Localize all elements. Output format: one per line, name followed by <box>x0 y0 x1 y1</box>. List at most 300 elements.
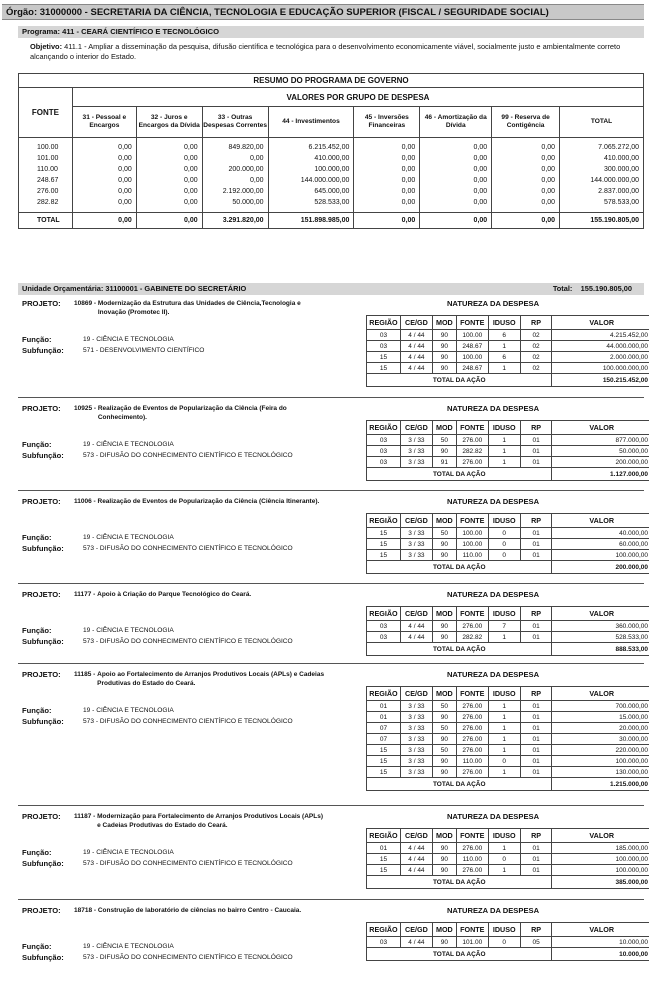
natureza-cell: 90 <box>432 330 456 341</box>
natureza-col-header: MOD <box>432 316 456 330</box>
projeto-label: PROJETO: <box>22 497 61 506</box>
natureza-col-header: FONTE <box>456 421 488 435</box>
natureza-cell: 03 <box>367 330 401 341</box>
unidade-total <box>553 283 632 295</box>
projeto-desc: Apoio ao Fortalecimento de Arranjos Produtivos Locais (APLs) e Cadeias Produtivas do Estado do Ceará. <box>97 671 325 687</box>
natureza-row <box>367 734 649 745</box>
value-cell: 0,00 <box>72 197 136 208</box>
value-cell: 0,00 <box>136 153 202 164</box>
natureza-cell: 7 <box>488 621 520 632</box>
value-cell: 0,00 <box>492 142 560 153</box>
total-cell: 151.898.985,00 <box>268 213 354 229</box>
natureza-cell: 03 <box>367 457 401 468</box>
natureza-col-header: MOD <box>432 923 456 937</box>
valor-cell: 10.000,00 <box>552 937 649 948</box>
fonte-cell: 110.00 <box>19 164 73 175</box>
value-cell: 6.215.452,00 <box>268 142 354 153</box>
natureza-cell: 3 / 33 <box>400 756 432 767</box>
total-acao-value: 10.000,00 <box>552 948 649 961</box>
natureza-cell: 3 / 33 <box>400 745 432 756</box>
natureza-cell: 0 <box>488 756 520 767</box>
natureza-col-header: MOD <box>432 607 456 621</box>
value-cell: 0,00 <box>354 175 420 186</box>
natureza-cell: 6 <box>488 352 520 363</box>
total-acao-value: 888.533,00 <box>552 643 649 656</box>
natureza-row <box>367 854 649 865</box>
natureza-cell: 15 <box>367 767 401 778</box>
projeto-label: PROJETO: <box>22 404 61 413</box>
natureza-cell: 4 / 44 <box>400 865 432 876</box>
natureza-cell: 15 <box>367 550 401 561</box>
value-cell: 0,00 <box>420 186 492 197</box>
valor-cell: 40.000,00 <box>552 528 649 539</box>
natureza-cell: 03 <box>367 446 401 457</box>
natureza-col-header: FONTE <box>456 923 488 937</box>
value-cell: 578.533,00 <box>560 197 644 208</box>
natureza-cell: 90 <box>432 632 456 643</box>
total-acao-row <box>367 778 649 791</box>
natureza-col-header: FONTE <box>456 829 488 843</box>
projeto-title: 10869 - Modernização da Estrutura das Unidades de Ciência,Tecnologia e Inovação (Promotec II). <box>74 299 354 317</box>
natureza-cell: 90 <box>432 937 456 948</box>
natureza-col-header: RP <box>520 923 552 937</box>
value-cell: 849.820,00 <box>202 142 268 153</box>
natureza-row <box>367 341 649 352</box>
col-header: 44 - Investimentos <box>268 107 354 138</box>
natureza-cell: 0 <box>488 539 520 550</box>
natureza-col-header: VALOR <box>552 316 649 330</box>
natureza-cell: 1 <box>488 446 520 457</box>
natureza-row <box>367 621 649 632</box>
natureza-cell: 276.00 <box>456 745 488 756</box>
natureza-cell: 4 / 44 <box>400 363 432 374</box>
natureza-row <box>367 550 649 561</box>
natureza-row <box>367 363 649 374</box>
natureza-col-header: RP <box>520 829 552 843</box>
value-cell: 200.000,00 <box>202 164 268 175</box>
valor-cell: 60.000,00 <box>552 539 649 550</box>
valor-cell: 100.000,00 <box>552 756 649 767</box>
natureza-row <box>367 330 649 341</box>
fonte-cell: 248.67 <box>19 175 73 186</box>
natureza-cell: 4 / 44 <box>400 621 432 632</box>
natureza-col-header: RP <box>520 316 552 330</box>
value-cell: 0,00 <box>420 164 492 175</box>
funcao-label: Função: <box>22 533 52 542</box>
natureza-cell: 01 <box>520 745 552 756</box>
natureza-cell: 15 <box>367 539 401 550</box>
natureza-cell: 01 <box>520 865 552 876</box>
objetivo-text: 411.1 - Ampliar a disseminação da pesquisa, difusão científica e tecnológica para o desenvolvimento economicamente viável, socialmente justo e ambientalmente correto alcançando o interior do Estado. <box>30 42 621 61</box>
natureza-cell: 50 <box>432 723 456 734</box>
funcao-label: Função: <box>22 942 52 951</box>
natureza-cell: 100.00 <box>456 352 488 363</box>
subfuncao-value: 573 - DIFUSÃO DO CONHECIMENTO CIENTÍFICO E TECNOLÓGICO <box>83 954 293 961</box>
value-cell: 0,00 <box>72 186 136 197</box>
natureza-cell: 3 / 33 <box>400 539 432 550</box>
natureza-cell: 01 <box>520 621 552 632</box>
value-cell: 0,00 <box>354 197 420 208</box>
natureza-col-header: VALOR <box>552 421 649 435</box>
resumo-body <box>19 138 644 229</box>
natureza-col-header: RP <box>520 607 552 621</box>
projeto-desc: Modernização para Fortalecimento de Arranjos Produtivos Locais (APLs) e Cadeias Produtivas do Estado do Ceará. <box>97 813 324 829</box>
natureza-cell: 02 <box>520 330 552 341</box>
natureza-cell: 3 / 33 <box>400 723 432 734</box>
natureza-cell: 3 / 33 <box>400 435 432 446</box>
natureza-cell: 01 <box>520 756 552 767</box>
natureza-cell: 3 / 33 <box>400 767 432 778</box>
natureza-cell: 4 / 44 <box>400 352 432 363</box>
natureza-row <box>367 435 649 446</box>
natureza-cell: 03 <box>367 341 401 352</box>
natureza-col-header: VALOR <box>552 687 649 701</box>
value-cell: 0,00 <box>136 175 202 186</box>
natureza-row <box>367 701 649 712</box>
natureza-cell: 03 <box>367 632 401 643</box>
natureza-cell: 4 / 44 <box>400 341 432 352</box>
valor-cell: 700.000,00 <box>552 701 649 712</box>
section-divider <box>18 663 644 664</box>
natureza-cell: 1 <box>488 341 520 352</box>
value-cell: 100.000,00 <box>268 164 354 175</box>
value-cell: 0,00 <box>354 186 420 197</box>
natureza-cell: 110.00 <box>456 854 488 865</box>
natureza-cell: 90 <box>432 363 456 374</box>
projeto-code: 10925 <box>74 405 93 412</box>
projeto-block <box>18 812 648 886</box>
value-cell: 0,00 <box>492 186 560 197</box>
projeto-block <box>18 404 648 478</box>
natureza-cell: 276.00 <box>456 734 488 745</box>
total-acao-row <box>367 374 649 387</box>
natureza-col-header: REGIÃO <box>367 421 401 435</box>
natureza-col-header: FONTE <box>456 514 488 528</box>
natureza-cell: 4 / 44 <box>400 330 432 341</box>
natureza-col-header: CE/GD <box>400 607 432 621</box>
natureza-cell: 3 / 33 <box>400 701 432 712</box>
total-cell: 155.190.805,00 <box>560 213 644 229</box>
natureza-row <box>367 937 649 948</box>
total-acao-row <box>367 948 649 961</box>
natureza-cell: 110.00 <box>456 756 488 767</box>
natureza-row <box>367 528 649 539</box>
col-header: 46 - Amortização da Dívida <box>420 107 492 138</box>
natureza-cell: 276.00 <box>456 621 488 632</box>
value-cell: 0,00 <box>72 153 136 164</box>
natureza-cell: 0 <box>488 550 520 561</box>
resumo-row <box>19 175 644 186</box>
natureza-col-header: IDUSO <box>488 607 520 621</box>
resumo-row <box>19 153 644 164</box>
natureza-cell: 01 <box>367 843 401 854</box>
natureza-col-header: MOD <box>432 514 456 528</box>
natureza-table <box>366 922 649 961</box>
natureza-col-header: FONTE <box>456 687 488 701</box>
value-cell: 0,00 <box>136 142 202 153</box>
natureza-cell: 01 <box>520 457 552 468</box>
natureza-cell: 0 <box>488 528 520 539</box>
value-cell: 0,00 <box>72 164 136 175</box>
natureza-cell: 3 / 33 <box>400 550 432 561</box>
natureza-row <box>367 446 649 457</box>
natureza-cell: 01 <box>520 435 552 446</box>
value-cell: 0,00 <box>492 197 560 208</box>
unidade-total-label: Total: <box>552 284 573 293</box>
subfuncao-label: Subfunção: <box>22 859 64 868</box>
section-divider <box>18 583 644 584</box>
natureza-cell: 3 / 33 <box>400 712 432 723</box>
value-cell: 0,00 <box>354 164 420 175</box>
total-acao-value: 1.215.000,00 <box>552 778 649 791</box>
valor-cell: 50.000,00 <box>552 446 649 457</box>
subfuncao-label: Subfunção: <box>22 451 64 460</box>
natureza-cell: 282.82 <box>456 446 488 457</box>
natureza-col-header: RP <box>520 514 552 528</box>
projeto-code: 11006 <box>74 498 92 505</box>
natureza-cell: 03 <box>367 435 401 446</box>
natureza-cell: 1 <box>488 712 520 723</box>
natureza-table <box>366 686 649 791</box>
natureza-cell: 90 <box>432 756 456 767</box>
natureza-col-header: MOD <box>432 421 456 435</box>
total-acao-row <box>367 468 649 481</box>
valor-cell: 360.000,00 <box>552 621 649 632</box>
projeto-label: PROJETO: <box>22 670 61 679</box>
total-cell: 0,00 <box>420 213 492 229</box>
natureza-row <box>367 843 649 854</box>
projeto-block <box>18 497 648 571</box>
natureza-table <box>366 828 649 889</box>
natureza-cell: 90 <box>432 712 456 723</box>
natureza-header-row <box>367 607 649 621</box>
value-cell: 0,00 <box>202 175 268 186</box>
natureza-cell: 276.00 <box>456 865 488 876</box>
fonte-cell: 282.82 <box>19 197 73 208</box>
valor-cell: 528.533,00 <box>552 632 649 643</box>
natureza-header-row <box>367 923 649 937</box>
natureza-cell: 03 <box>367 937 401 948</box>
natureza-cell: 276.00 <box>456 723 488 734</box>
projeto-title: 18718 - Construção de laboratório de ciências no bairro Centro - Caucaia. <box>74 906 354 915</box>
total-acao-row <box>367 876 649 889</box>
total-acao-value: 150.215.452,00 <box>552 374 649 387</box>
value-cell: 0,00 <box>72 175 136 186</box>
natureza-cell: 3 / 33 <box>400 528 432 539</box>
projeto-title: 11187 - Modernização para Fortalecimento de Arranjos Produtivos Locais (APLs) e Cadeias Produtivas do Estado do Ceará. <box>74 812 354 830</box>
natureza-col-header: IDUSO <box>488 316 520 330</box>
natureza-cell: 02 <box>520 352 552 363</box>
subfuncao-label: Subfunção: <box>22 346 64 355</box>
col-header: TOTAL <box>560 107 644 138</box>
objetivo <box>30 42 630 62</box>
natureza-col-header: CE/GD <box>400 316 432 330</box>
valor-cell: 100.000,00 <box>552 854 649 865</box>
funcao-value: 19 - CIÊNCIA E TECNOLOGIA <box>83 627 174 634</box>
objetivo-label: Objetivo: <box>30 42 63 51</box>
natureza-col-header: IDUSO <box>488 829 520 843</box>
natureza-col-header: RP <box>520 421 552 435</box>
valor-cell: 44.000.000,00 <box>552 341 649 352</box>
valor-cell: 4.215.452,00 <box>552 330 649 341</box>
fonte-cell: 276.00 <box>19 186 73 197</box>
valor-cell: 15.000,00 <box>552 712 649 723</box>
natureza-cell: 1 <box>488 363 520 374</box>
projeto-label: PROJETO: <box>22 299 61 308</box>
col-header: 31 - Pessoal e Encargos <box>72 107 136 138</box>
total-acao-label: TOTAL DA AÇÃO <box>367 561 552 574</box>
projeto-desc: Realização de Eventos de Popularização da Ciência (Ciência Itinerante). <box>97 498 320 505</box>
natureza-cell: 07 <box>367 734 401 745</box>
subfuncao-value: 571 - DESENVOLVIMENTO CIENTÍFICO <box>83 347 205 354</box>
natureza-cell: 100.00 <box>456 330 488 341</box>
natureza-table <box>366 513 649 574</box>
natureza-cell: 07 <box>367 723 401 734</box>
col-header: 32 - Juros e Encargos da Dívida <box>136 107 202 138</box>
projeto-block <box>18 906 648 962</box>
natureza-col-header: REGIÃO <box>367 514 401 528</box>
natureza-cell: 90 <box>432 341 456 352</box>
natureza-cell: 4 / 44 <box>400 632 432 643</box>
natureza-cell: 100.00 <box>456 539 488 550</box>
natureza-header-row <box>367 829 649 843</box>
natureza-row <box>367 745 649 756</box>
natureza-cell: 01 <box>520 550 552 561</box>
natureza-cell: 4 / 44 <box>400 937 432 948</box>
natureza-col-header: REGIÃO <box>367 923 401 937</box>
natureza-col-header: RP <box>520 687 552 701</box>
section-divider <box>18 397 644 398</box>
natureza-row <box>367 767 649 778</box>
value-cell: 300.000,00 <box>560 164 644 175</box>
natureza-cell: 50 <box>432 701 456 712</box>
value-cell: 0,00 <box>354 153 420 164</box>
natureza-col-header: CE/GD <box>400 687 432 701</box>
natureza-row <box>367 756 649 767</box>
value-cell: 0,00 <box>72 142 136 153</box>
funcao-label: Função: <box>22 440 52 449</box>
total-acao-label: TOTAL DA AÇÃO <box>367 876 552 889</box>
valor-cell: 100.000,00 <box>552 550 649 561</box>
subfuncao-value: 573 - DIFUSÃO DO CONHECIMENTO CIENTÍFICO E TECNOLÓGICO <box>83 452 293 459</box>
natureza-cell: 90 <box>432 734 456 745</box>
natureza-cell: 01 <box>520 854 552 865</box>
valor-cell: 130.000,00 <box>552 767 649 778</box>
projeto-title: 10925 - Realização de Eventos de Popularização da Ciência (Feira do Conhecimento). <box>74 404 354 422</box>
natureza-title: NATUREZA DA DESPESA <box>446 670 540 679</box>
natureza-cell: 101.00 <box>456 937 488 948</box>
total-acao-label: TOTAL DA AÇÃO <box>367 643 552 656</box>
total-cell: 0,00 <box>136 213 202 229</box>
col-header: 33 - Outras Despesas Correntes <box>202 107 268 138</box>
natureza-cell: 1 <box>488 701 520 712</box>
natureza-row <box>367 352 649 363</box>
projeto-label: PROJETO: <box>22 906 61 915</box>
natureza-cell: 248.67 <box>456 363 488 374</box>
natureza-cell: 01 <box>520 528 552 539</box>
funcao-value: 19 - CIÊNCIA E TECNOLOGIA <box>83 849 174 856</box>
value-cell: 144.000.000,00 <box>268 175 354 186</box>
total-cell: 0,00 <box>354 213 420 229</box>
natureza-col-header: CE/GD <box>400 829 432 843</box>
funcao-value: 19 - CIÊNCIA E TECNOLOGIA <box>83 534 174 541</box>
projeto-title: 11006 - Realização de Eventos de Popularização da Ciência (Ciência Itinerante). <box>74 497 354 506</box>
value-cell: 144.000.000,00 <box>560 175 644 186</box>
projeto-code: 10869 <box>74 300 93 307</box>
natureza-cell: 90 <box>432 352 456 363</box>
natureza-cell: 01 <box>367 701 401 712</box>
natureza-cell: 01 <box>520 632 552 643</box>
value-cell: 0,00 <box>420 197 492 208</box>
valor-cell: 220.000,00 <box>552 745 649 756</box>
natureza-cell: 90 <box>432 550 456 561</box>
unidade-total-value: 155.190.805,00 <box>580 284 632 293</box>
projeto-desc: Realização de Eventos de Popularização da Ciência (Feira do Conhecimento). <box>97 405 287 421</box>
natureza-cell: 15 <box>367 854 401 865</box>
natureza-title: NATUREZA DA DESPESA <box>446 590 540 599</box>
value-cell: 0,00 <box>420 175 492 186</box>
natureza-table <box>366 420 649 481</box>
value-cell: 0,00 <box>136 197 202 208</box>
natureza-cell: 05 <box>520 937 552 948</box>
natureza-cell: 90 <box>432 843 456 854</box>
natureza-title: NATUREZA DA DESPESA <box>446 497 540 506</box>
subfuncao-value: 573 - DIFUSÃO DO CONHECIMENTO CIENTÍFICO E TECNOLÓGICO <box>83 638 293 645</box>
natureza-cell: 15 <box>367 745 401 756</box>
natureza-cell: 90 <box>432 446 456 457</box>
value-cell: 0,00 <box>420 153 492 164</box>
natureza-cell: 01 <box>520 723 552 734</box>
natureza-cell: 50 <box>432 435 456 446</box>
value-cell: 0,00 <box>136 164 202 175</box>
valor-cell: 877.000,00 <box>552 435 649 446</box>
natureza-cell: 90 <box>432 621 456 632</box>
natureza-cell: 1 <box>488 745 520 756</box>
valor-cell: 20.000,00 <box>552 723 649 734</box>
subfuncao-label: Subfunção: <box>22 544 64 553</box>
natureza-cell: 01 <box>520 701 552 712</box>
subfuncao-value: 573 - DIFUSÃO DO CONHECIMENTO CIENTÍFICO E TECNOLÓGICO <box>83 860 293 867</box>
projeto-block <box>18 670 648 788</box>
resumo-row <box>19 197 644 208</box>
total-acao-row <box>367 643 649 656</box>
total-cell: 0,00 <box>492 213 560 229</box>
valor-cell: 2.000.000,00 <box>552 352 649 363</box>
orgao-header: Órgão: 31000000 - SECRETARIA DA CIÊNCIA, TECNOLOGIA E EDUCAÇÃO SUPERIOR (FISCAL / SEGURIDADE SOCIAL) <box>2 4 644 20</box>
value-cell: 0,00 <box>492 153 560 164</box>
natureza-cell: 01 <box>520 446 552 457</box>
natureza-cell: 4 / 44 <box>400 854 432 865</box>
valor-cell: 100.000,00 <box>552 865 649 876</box>
projeto-block <box>18 299 648 384</box>
natureza-cell: 01 <box>520 767 552 778</box>
projeto-code: 11185 <box>74 671 92 678</box>
funcao-label: Função: <box>22 706 52 715</box>
resumo-row <box>19 186 644 197</box>
projeto-code: 11177 <box>74 591 92 598</box>
resumo-row <box>19 164 644 175</box>
subfuncao-label: Subfunção: <box>22 637 64 646</box>
total-acao-label: TOTAL DA AÇÃO <box>367 948 552 961</box>
fonte-cell: 100.00 <box>19 142 73 153</box>
natureza-header-row <box>367 316 649 330</box>
natureza-cell: 15 <box>367 528 401 539</box>
natureza-cell: 0 <box>488 937 520 948</box>
subfuncao-value: 573 - DIFUSÃO DO CONHECIMENTO CIENTÍFICO E TECNOLÓGICO <box>83 718 293 725</box>
programa-header: Programa: 411 - CEARÁ CIENTÍFICO E TECNOLÓGICO <box>18 26 644 38</box>
value-cell: 0,00 <box>354 142 420 153</box>
resumo-table <box>18 73 644 229</box>
